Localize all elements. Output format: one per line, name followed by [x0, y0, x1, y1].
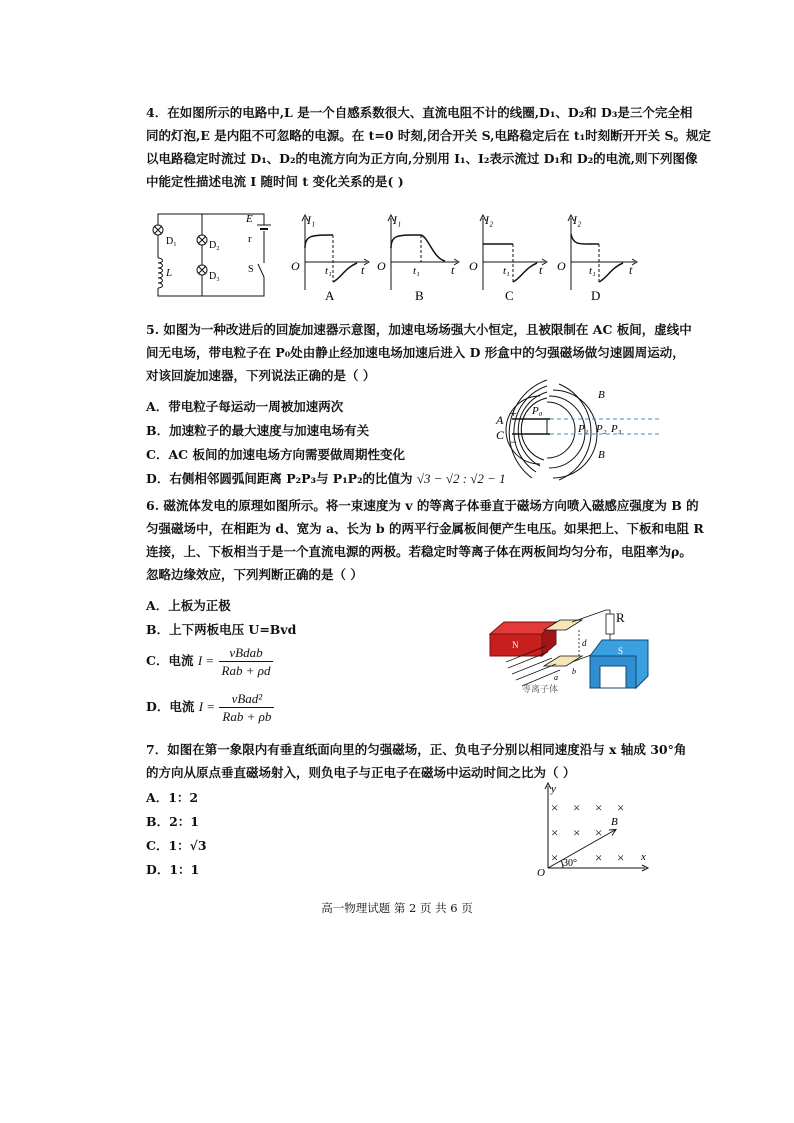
cross-icon: ×	[551, 850, 559, 865]
graph-c-t: t	[539, 263, 543, 277]
graph-b-ylabel: I₁	[393, 213, 402, 227]
graph-d-letter: D	[591, 288, 601, 303]
battery-icon	[257, 225, 271, 231]
q6-line: 忽略边缘效应，下列判断正确的是（ ）	[146, 567, 363, 582]
label-plus: +	[510, 406, 517, 420]
q6-option-c	[146, 644, 273, 679]
graph-a-t: t	[361, 263, 365, 277]
label-b-top: B	[598, 389, 605, 401]
q6-option-d-numerator: vBad²	[219, 690, 274, 708]
graph-c-t1: t₁	[503, 265, 510, 277]
page-footer: 高一物理试题 第 2 页 共 6 页	[321, 901, 473, 915]
q7-option-c: C．1：√3	[146, 838, 207, 853]
magnet-n-icon	[490, 622, 556, 656]
label-b: b	[572, 667, 576, 676]
q5-line: 5. 如图为一种改进后的回旋加速器示意图，加速电场场强大小恒定，且被限制在 AC 板间，虚线中	[146, 322, 692, 337]
label-a: A	[496, 413, 504, 427]
q6-text	[146, 494, 704, 586]
label-x: x	[641, 851, 646, 863]
label-s: S	[618, 646, 624, 656]
q7-option-a: A．1：2	[146, 790, 199, 805]
label-p3: P₃	[611, 423, 622, 435]
label-b-bottom: B	[598, 449, 605, 461]
q5-option-c: C．AC 板间的加速电场方向需要做周期性变化	[146, 447, 405, 462]
q7-option-b: B．2：1	[146, 814, 199, 829]
q4-line: 4．在如图所示的电路中,L 是一个自感系数很大、直流电阻不计的线圈,D₁、D₂和 D₃是三个完全相	[146, 105, 693, 120]
q5-option-b: B．加速粒子的最大速度与加速电场有关	[146, 423, 370, 438]
q6-option-c-prefix: C．电流	[146, 653, 194, 668]
label-r: r	[248, 233, 252, 245]
q6-line: 6. 磁流体发电的原理如图所示。将一束速度为 v 的等离子体垂直于磁场方向喷入磁感应强度为 B 的	[146, 498, 699, 513]
label-d3: D₃	[209, 271, 220, 282]
label-a: a	[554, 673, 558, 682]
graph-d	[557, 213, 637, 303]
graph-b-origin: O	[377, 259, 386, 273]
label-n: N	[512, 640, 519, 650]
switch-icon	[258, 263, 268, 277]
q6-option-c-denominator: Rab + ρd	[221, 663, 271, 678]
label-y: y	[551, 783, 556, 795]
inductor-icon	[154, 258, 163, 288]
q4-graphs	[285, 210, 640, 305]
label-d1: D₁	[166, 236, 177, 247]
lamp-d3-icon	[197, 265, 207, 275]
q7-option-d: D．1：1	[146, 862, 200, 877]
label-b: B	[611, 816, 618, 828]
graph-d-ylabel: I₂	[573, 213, 582, 227]
label-p1: P₁	[578, 423, 589, 435]
q5-cyclotron-diagram	[492, 376, 662, 484]
q5-option-a: A．带电粒子每运动一周被加速两次	[146, 399, 344, 414]
graph-b-letter: B	[415, 288, 424, 303]
label-angle: 30°	[563, 858, 577, 869]
graph-b-t: t	[451, 263, 455, 277]
cross-icon: ×	[551, 825, 559, 840]
cross-icon: ×	[617, 850, 625, 865]
q6-option-d-lhs: I =	[198, 699, 216, 714]
resistor-icon	[606, 614, 614, 634]
label-e: E	[246, 213, 253, 225]
label-p2: P₂	[596, 423, 607, 435]
field-crosses	[551, 800, 624, 865]
label-p0: P₀	[532, 405, 543, 417]
label-d2: D₂	[209, 240, 220, 251]
graph-a-letter: A	[325, 288, 335, 303]
q5-option-d-text: D．右侧相邻圆弧间距离 P₂P₃与 P₁P₂的比值为	[146, 471, 413, 486]
lamp-d1-icon	[153, 225, 163, 235]
q4-circuit-diagram	[146, 208, 278, 303]
q5-line: 间无电场，带电粒子在 P₀处由静止经加速电场加速后进入 D 形盒中的匀强磁场做匀速圆周运动，	[146, 345, 685, 360]
cross-icon: ×	[573, 825, 581, 840]
q6-option-b: B．上下两板电压 U=Bvd	[146, 622, 297, 637]
graph-a-ylabel: I₁	[307, 213, 316, 227]
q6-option-d-denominator: Rab + ρb	[222, 709, 272, 724]
q4-line: 以电路稳定时流过 D₁、D₂的电流方向为正方向,分别用 I₁、I₂表示流过 D₁和 D₂的电流,则下列图像	[146, 151, 698, 166]
graph-c-letter: C	[505, 288, 514, 303]
q6-line: 匀强磁场中，在相距为 d、宽为 a、长为 b 的两平行金属板间便产生电压。如果把上、下板和电阻 R	[146, 521, 704, 536]
label-d: d	[582, 638, 587, 648]
q6-option-a: A．上板为正极	[146, 598, 231, 613]
q7-line: 7．如图在第一象限内有垂直纸面向里的匀强磁场，正、负电子分别以相同速度沿与 x 轴成 30°角	[146, 742, 687, 757]
graph-d-origin: O	[557, 259, 566, 273]
magnet-s-icon	[590, 640, 648, 688]
label-o: O	[537, 867, 545, 878]
q4-line: 中能定性描述电流 I 随时间 t 变化关系的是( )	[146, 174, 404, 189]
q7-line: 的方向从原点垂直磁场射入，则负电子与正电子在磁场中运动时间之比为（ ）	[146, 765, 576, 780]
cross-icon: ×	[573, 800, 581, 815]
graph-a-t1: t₁	[325, 265, 332, 277]
q4-text	[146, 101, 711, 193]
cross-icon: ×	[595, 850, 603, 865]
q5-line: 对该回旋加速器，下列说法正确的是（ ）	[146, 368, 376, 383]
q5-option-d-formula: √3 − √2 : √2 − 1	[416, 471, 506, 486]
label-s: S	[248, 264, 254, 275]
graph-c	[469, 213, 547, 303]
q6-option-c-numerator: vBdab	[219, 644, 274, 662]
label-r: R	[616, 610, 625, 625]
q7-text	[146, 738, 687, 784]
q6-option-d	[146, 690, 274, 725]
cross-icon: ×	[551, 800, 559, 815]
q6-option-d-prefix: D．电流	[146, 699, 195, 714]
lamp-d2-icon	[197, 235, 207, 245]
q6-option-c-lhs: I =	[197, 653, 215, 668]
graph-d-t1: t₁	[589, 265, 596, 277]
label-plasma: 等离子体	[522, 684, 559, 694]
cross-icon: ×	[595, 800, 603, 815]
q6-option-d-fraction	[219, 690, 274, 725]
cross-icon: ×	[595, 825, 603, 840]
graph-a-origin: O	[291, 259, 300, 273]
label-l: L	[166, 267, 173, 279]
graph-d-t: t	[629, 263, 633, 277]
graph-a	[291, 213, 369, 303]
graph-b	[377, 213, 459, 303]
graph-b-t1: t₁	[413, 265, 420, 277]
graph-c-origin: O	[469, 259, 478, 273]
label-minus: −	[510, 435, 517, 449]
q5-option-d	[146, 469, 506, 487]
q6-option-c-fraction	[219, 644, 274, 679]
cross-icon: ×	[617, 800, 625, 815]
q6-line: 连接，上、下板相当于是一个直流电源的两极。若稳定时等离子体在两板间均匀分布，电阻率为ρ。	[146, 544, 692, 559]
q4-line: 同的灯泡,E 是内阻不可忽略的电源。在 t=0 时刻,闭合开关 S,电路稳定后在 t₁时刻断开开关 S。规定	[146, 128, 711, 143]
graph-c-ylabel: I₂	[485, 213, 494, 227]
label-c: C	[496, 428, 505, 442]
q6-mhd-diagram	[486, 604, 656, 696]
q7-field-diagram	[535, 780, 655, 878]
